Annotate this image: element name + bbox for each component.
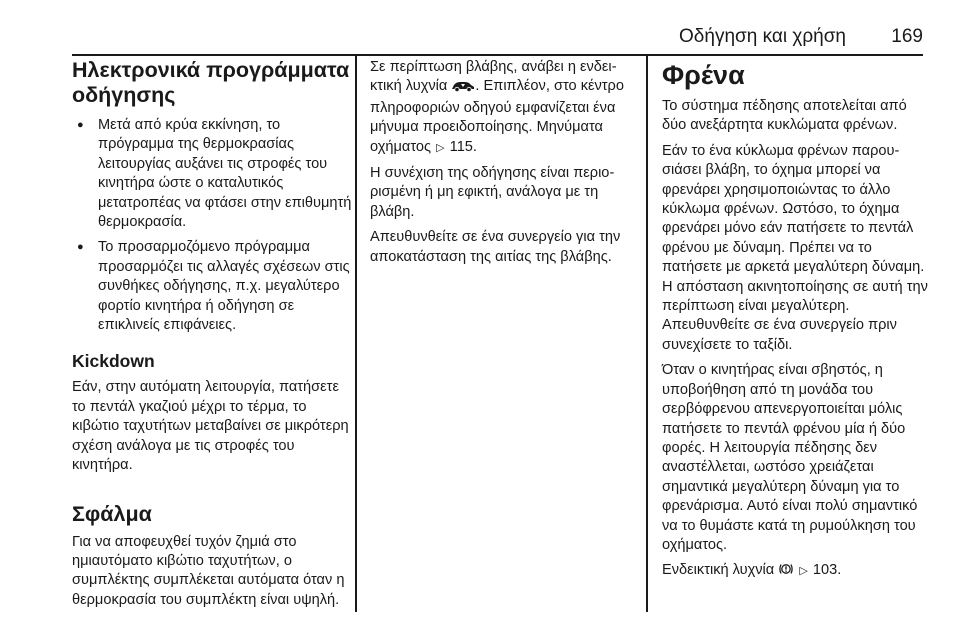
program-list bbox=[72, 116, 354, 335]
brake-warning-light-label: Ενδεικτική λυχνία bbox=[662, 562, 775, 579]
bullet-adaptive-program: ● Το προσαρμοζόμενο πρόγραμμα προσαρμόζει τις αλλαγές σχέσεων στις συνθήκες οδήγησης, π.χ. μεγαλύτερο φορτίο κινητήρα ή οδήγηση σε επικλινείς επιφάνειες. bbox=[72, 238, 354, 335]
column-divider-2 bbox=[646, 56, 648, 612]
heading-kickdown: Kickdown bbox=[72, 351, 155, 372]
kickdown-text: Εάν, στην αυτόματη λειτουργία, πατήσετε το πεντάλ γκαζιού μέχρι το τέρμα, το κιβώτιο ταχυτήτων μεταβαίνει σε μικρότερη σχέση ανάλογα με τις στροφές του κινητήρα. bbox=[72, 379, 349, 474]
heading-fault: Σφάλμα bbox=[72, 501, 152, 526]
brake-circuit-text: Εάν το ένα κύκλωμα φρένων παρουσιάσει βλάβη, το όχημα μπορεί να φρενάρει χρησιμοποιώντας το άλλο κύκλωμα φρένων. Ωστόσο, το όχημα φρενάρει μόνο εάν πατήσετε το πεντάλ φρένου με δύναμη. Πρέπει να το πατήσετε με αρκετά μεγαλύτερη δύναμη. Η απόσταση ακινητοποίησης σε αυτή την περίπτωση είναι μεγαλύτερη. Απευθυνθείτε σε ένα συνεργείο πριν συνεχίσετε το ταξίδι. bbox=[662, 142, 928, 353]
page-number: 169 bbox=[891, 26, 923, 47]
workshop-text: Απευθυνθείτε σε ένα συνεργείο για την αποκατάσταση της αιτίας της βλάβης. bbox=[370, 229, 621, 265]
fault-warning-text-b: . Επιπλέον, στο κέντρο πληροφοριών οδηγού εμφανίζεται ένα μήνυμα προειδοποίησης. Μηνύματα οχήματος bbox=[370, 78, 624, 155]
column-1 bbox=[72, 58, 354, 610]
header-title: Οδήγηση και χρήση bbox=[679, 26, 846, 47]
header-rule bbox=[72, 54, 923, 56]
brakes-intro-text: Το σύστημα πέδησης αποτελείται από δύο ανεξάρτητα κυκλώματα φρένων. bbox=[662, 98, 907, 134]
column-2 bbox=[370, 58, 636, 267]
fault-warning-text-a: Σε περίπτωση βλάβης, ανάβει η ενδεικτική λυχνία bbox=[370, 59, 617, 95]
page-header bbox=[0, 0, 960, 60]
fault-text: Για να αποφευχθεί τυχόν ζημιά στο ημιαυτόματο κιβώτιο ταχυτήτων, ο συμπλέκτης συμπλέκεται αυτόματα όταν η θερμοκρασία του συμπλέκτη είναι υψηλή. bbox=[72, 533, 345, 608]
heading-electronic-programs: Ηλεκτρονικά προγράμματα οδήγησης bbox=[72, 58, 350, 107]
reference-arrow-icon: ▷ bbox=[436, 141, 445, 154]
servo-brake-text: Όταν ο κινητήρας είναι σβηστός, η υποβοήθηση από τη μονάδα του σερβόφρενου απενεργοποιείται μόλις πατήσετε το πεντάλ φρένου μία ή δύο φορές. Η λειτουργία πέδησης δεν αναστέλλεται, ωστόσο χρειάζεται σημαντικά μεγαλύτερη δύναμη για το φρενάρισμα. Αυτό είναι πολύ σημαντικό να το θυμάστε κατά τη ρυμούλκηση του οχήματος. bbox=[662, 362, 918, 553]
brake-warning-icon bbox=[778, 562, 794, 582]
brake-light-ref: 103. bbox=[812, 562, 842, 579]
column-divider-1 bbox=[355, 56, 357, 612]
fault-warning-text bbox=[370, 58, 636, 158]
transmission-warning-icon bbox=[451, 79, 475, 98]
vehicle-messages-ref: 115. bbox=[449, 138, 477, 155]
bullet-cold-start: ● Μετά από κρύα εκκίνηση, το πρόγραμμα της θερμοκρασίας λειτουργίας αυξάνει τις στροφές του κινητήρα ώστε ο καταλυτικός μετατροπέας να φτάσει στην επιθυμητή θερμοκρασία. bbox=[72, 116, 354, 232]
reference-arrow-icon: ▷ bbox=[799, 565, 808, 578]
column-3 bbox=[662, 58, 928, 583]
brake-warning-light-text bbox=[662, 561, 928, 582]
heading-brakes: Φρένα bbox=[662, 60, 745, 90]
continue-driving-text: Η συνέχιση της οδήγησης είναι περιορισμένη ή μη εφικτή, ανάλογα με τη βλάβη. bbox=[370, 165, 615, 220]
